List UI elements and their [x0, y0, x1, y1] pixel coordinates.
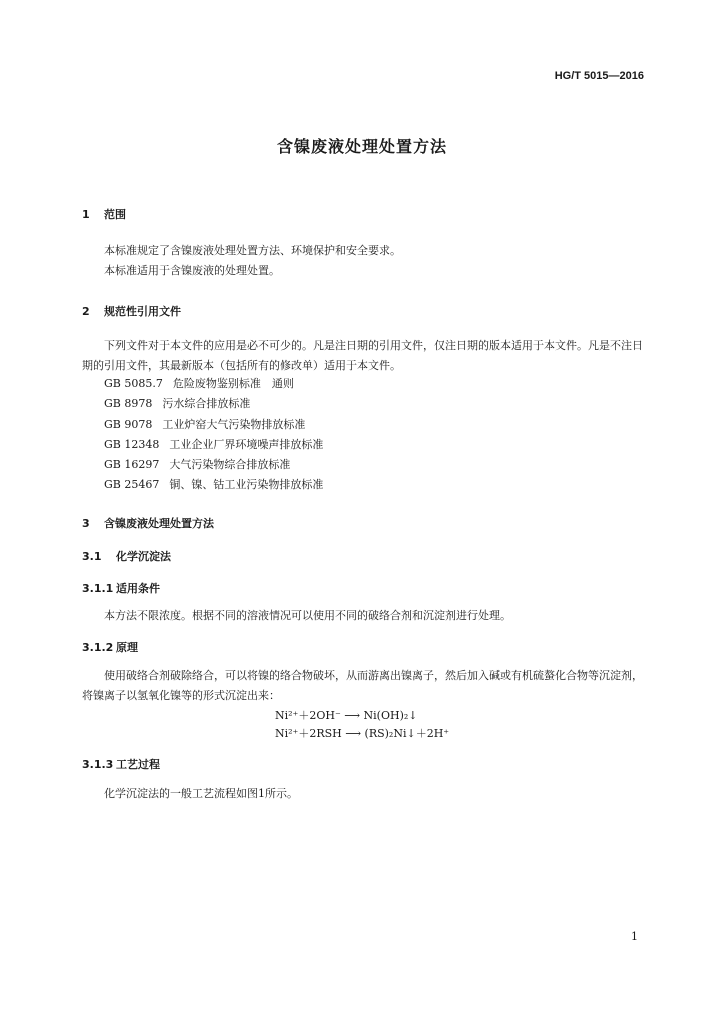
reference-item — [104, 435, 323, 455]
section-number: 3.1.2 — [82, 641, 114, 654]
reference-item — [104, 455, 323, 475]
section-3-heading — [82, 515, 214, 531]
reference-code: GB 16297 — [104, 458, 160, 472]
section-3-1-1-text: 本方法不限浓度。根据不同的溶液情况可以使用不同的破络合剂和沉淀剂进行处理。 — [104, 609, 511, 622]
section-1-heading — [82, 206, 126, 222]
section-title: 适用条件 — [116, 582, 160, 595]
section-title: 化学沉淀法 — [116, 550, 171, 563]
section-3-1-2-text: 使用破络合剂破除络合，可以将镍的络合物破坏，从而游离出镍离子，然后加入碱或有机硫螯化合物等沉淀剂，将镍离子以氢氧化镍等的形式沉淀出来： — [82, 669, 643, 702]
reference-title: 工业炉窑大气污染物排放标准 — [162, 417, 306, 431]
reference-code: GB 8978 — [104, 397, 153, 411]
section-title: 含镍废液处理处置方法 — [104, 517, 214, 530]
section-3-1-3-text: 化学沉淀法的一般工艺流程如图1所示。 — [104, 787, 298, 800]
section-number: 1 — [82, 208, 90, 221]
reference-title: 大气污染物综合排放标准 — [169, 458, 291, 472]
section-1-paragraph-2: 本标准适用于含镍废液的处理处置。 — [104, 264, 280, 277]
chemical-formula-1: Ni²⁺＋2OH⁻ ⟶ Ni(OH)₂↓ — [275, 709, 418, 722]
section-number: 3.1 — [82, 550, 102, 563]
section-title: 范围 — [104, 208, 126, 221]
reference-code: GB 9078 — [104, 417, 153, 431]
reference-code: GB 25467 — [104, 478, 160, 492]
section-3-1-2-heading — [82, 639, 138, 655]
section-2-heading — [82, 303, 181, 319]
reference-item — [104, 374, 323, 394]
section-number: 3 — [82, 517, 90, 530]
section-number: 2 — [82, 305, 90, 318]
reference-list — [104, 374, 323, 496]
reference-item — [104, 394, 323, 414]
section-1-paragraph-1: 本标准规定了含镍废液处理处置方法、环境保护和安全要求。 — [104, 244, 401, 257]
page-number: 1 — [631, 930, 638, 943]
reference-item — [104, 475, 323, 495]
document-title: 含镍废液处理处置方法 — [276, 137, 447, 156]
reference-title: 铜、镍、钴工业污染物排放标准 — [169, 478, 324, 492]
section-number: 3.1.3 — [82, 758, 114, 771]
reference-item — [104, 415, 323, 435]
reference-title: 工业企业厂界环境噪声排放标准 — [169, 437, 324, 451]
section-title: 工艺过程 — [116, 758, 160, 771]
section-number: 3.1.1 — [82, 582, 114, 595]
reference-code: GB 5085.7 — [104, 377, 163, 390]
section-3-1-heading — [82, 548, 171, 564]
section-title: 原理 — [116, 641, 138, 654]
reference-title: 污水综合排放标准 — [162, 397, 251, 411]
chemical-formula-2: Ni²⁺＋2RSH ⟶ (RS)₂Ni↓＋2H⁺ — [275, 727, 450, 740]
reference-code: GB 12348 — [104, 437, 160, 451]
reference-title: 危险废物鉴别标准 通则 — [172, 377, 294, 390]
section-3-1-3-heading — [82, 756, 160, 772]
section-title: 规范性引用文件 — [104, 305, 181, 318]
standard-code: HG/T 5015—2016 — [554, 70, 644, 82]
section-3-1-1-heading — [82, 580, 160, 596]
section-2-intro: 下列文件对于本文件的应用是必不可少的。凡是注日期的引用文件，仅注日期的版本适用于本文件。凡是不注日期的引用文件，其最新版本（包括所有的修改单）适用于本文件。 — [82, 339, 643, 372]
